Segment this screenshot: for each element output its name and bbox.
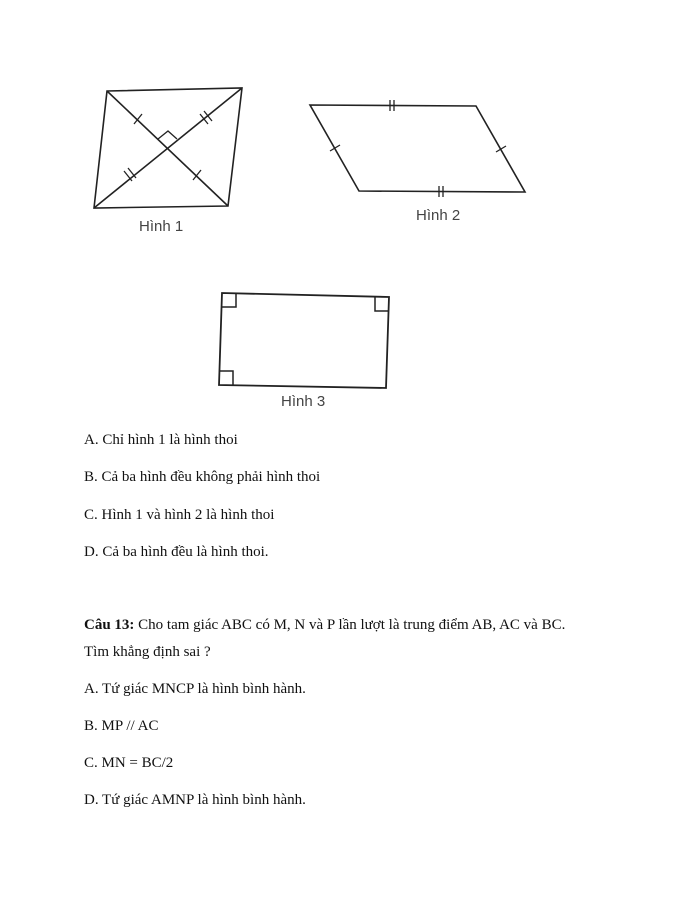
q12-option-b: B. Cả ba hình đều không phải hình thoi — [84, 469, 321, 485]
q13-stem-line1 — [84, 615, 565, 635]
figure-3 — [219, 293, 389, 388]
q13-option-d: D. Tứ giác AMNP là hình bình hành. — [84, 792, 306, 808]
figure-3-label: Hình 3 — [281, 393, 326, 410]
q13-option-c: C. MN = BC/2 — [84, 755, 174, 771]
figure-1-label: Hình 1 — [139, 218, 184, 235]
figure-1 — [94, 88, 242, 208]
geometry-figures — [0, 0, 700, 420]
q12-option-c: C. Hình 1 và hình 2 là hình thoi — [84, 507, 275, 523]
q13-option-a: A. Tứ giác MNCP là hình bình hành. — [84, 681, 306, 697]
q13-stem-text: Cho tam giác ABC có M, N và P lần lượt là trung điểm AB, AC và BC. — [134, 617, 566, 633]
figure-2-label: Hình 2 — [416, 207, 461, 224]
q13-number: Câu 13: — [84, 617, 135, 633]
q12-option-a: A. Chỉ hình 1 là hình thoi — [84, 432, 238, 448]
q13-stem-line2: Tìm khẳng định sai ? — [84, 644, 211, 660]
figure-2 — [310, 100, 525, 197]
q13-option-b: B. MP // AC — [84, 718, 159, 734]
q12-option-d: D. Cả ba hình đều là hình thoi. — [84, 544, 269, 560]
